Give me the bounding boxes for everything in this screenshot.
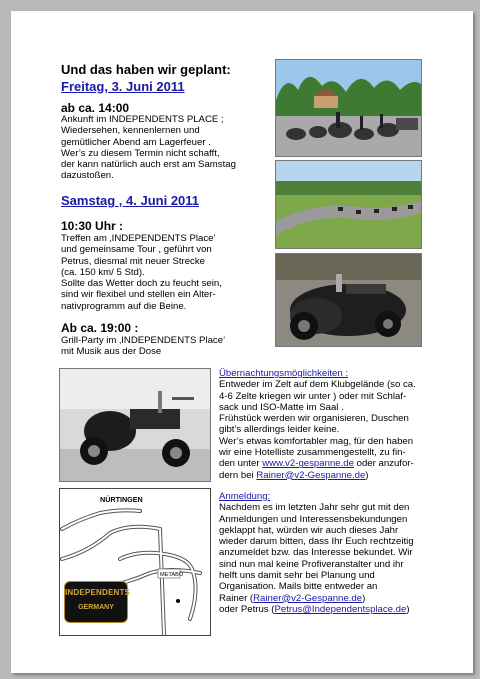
- website-link[interactable]: www.v2-gespanne.de: [262, 458, 354, 470]
- text-line: [219, 470, 433, 481]
- text-line: und gemeinsame Tour , geführt von: [61, 244, 212, 256]
- text-line: Wer’s etwas komfortabler mag, für den haben: [219, 435, 414, 447]
- text-line: sind nun mal keine Profiveranstalter und ihr: [219, 558, 404, 570]
- meeting-photo-image: [276, 60, 421, 156]
- text-line: der kann natürlich auch erst am Samstag: [61, 159, 236, 171]
- rainer-email-link[interactable]: Rainer@v2-Gespanne.de: [256, 469, 366, 481]
- tour-photo: [275, 160, 422, 249]
- text-line: wieder darum bitten, dass Ihr Euch rechtzeitig: [219, 536, 414, 548]
- text-line: Anmeldungen und Interessensbekundungen: [219, 513, 408, 525]
- text-fragment: dern bei: [219, 469, 257, 481]
- text-line: Wiedersehen, kennenlernen und: [61, 125, 200, 137]
- text-fragment: Rainer (: [219, 592, 254, 604]
- sidecar-photo-image: [276, 254, 421, 346]
- text-line: dazustoßen.: [61, 170, 114, 182]
- text-fragment: den unter: [219, 458, 263, 470]
- text-line: [219, 604, 433, 615]
- friday-description: [61, 114, 236, 182]
- text-line: (ca. 150 km/ 5 Std).: [61, 266, 145, 278]
- text-fragment: oder Petrus (: [219, 603, 275, 615]
- text-line: Wer’s zu diesem Termin nicht schafft,: [61, 147, 220, 159]
- text-line: Sollte das Wetter doch zu feucht sein,: [61, 278, 222, 290]
- friday-title: Freitag, 3. Juni 2011: [61, 79, 185, 94]
- map-marker-label: METABO: [160, 572, 184, 578]
- text-line: [219, 458, 433, 469]
- saturday-title: Samstag , 4. Juni 2011: [61, 193, 200, 208]
- text-line: nativprogramm auf die Beine.: [61, 300, 187, 312]
- rainer-email-link[interactable]: Rainer@v2-Gespanne.de: [253, 592, 363, 604]
- text-line: [219, 593, 433, 604]
- trike-photo: [59, 368, 211, 482]
- text-line: sind wir flexibel und stellen ein Alter-: [61, 289, 216, 301]
- trike-photo-image: [60, 369, 210, 481]
- text-fragment: ): [406, 603, 410, 615]
- saturday-time-morning: 10:30 Uhr :: [61, 219, 124, 233]
- registration-title: Anmeldung:: [219, 491, 271, 502]
- page-heading: Und das haben wir geplant:: [61, 62, 231, 77]
- text-line: gibt’s allerdings leider keine.: [219, 424, 340, 436]
- route-map: [59, 488, 211, 636]
- text-line: Treffen am ‚INDEPENDENTS Place’: [61, 233, 216, 244]
- petrus-email-link[interactable]: Petrus@Independentsplace.de: [274, 603, 407, 615]
- text-line: wir eine Hotelliste zusammengestellt, zu fin-: [219, 447, 406, 459]
- saturday-morning-description: [61, 233, 222, 312]
- text-line: Organisation. Mails bitte entweder an: [219, 581, 378, 593]
- text-line: Petrus, diesmal mit neuer Strecke: [61, 255, 205, 267]
- text-line: gemütlicher Abend am Lagerfeuer .: [61, 136, 211, 148]
- text-line: helft uns damit sehr bei Planung und: [219, 570, 375, 582]
- sidecar-photo: [275, 253, 422, 347]
- text-line: Entweder im Zelt auf dem Klubgelände (so ca.: [219, 379, 416, 391]
- friday-time: ab ca. 14:00: [61, 101, 130, 115]
- meeting-photo: [275, 59, 422, 157]
- registration-section: [219, 491, 433, 615]
- text-line: Grill-Party im ‚INDEPENDENTS Place’: [61, 335, 226, 346]
- text-fragment: oder anzufor-: [353, 458, 414, 470]
- accommodation-section: [219, 368, 433, 481]
- independents-logo: [64, 581, 131, 623]
- text-line: sack und ISO-Matte im Saal .: [219, 401, 344, 413]
- text-line: Ankunft im INDEPENDENTS PLACE ;: [61, 114, 224, 125]
- text-fragment: ): [362, 592, 366, 604]
- saturday-evening-description: [61, 335, 225, 358]
- saturday-time-evening: Ab ca. 19:00 :: [61, 321, 139, 335]
- text-line: anzumeldet bzw. das Interesse bekundet. Wir: [219, 547, 413, 559]
- text-fragment: ): [365, 469, 369, 481]
- tour-photo-image: [276, 161, 421, 248]
- text-line: geklappt hat, würden wir auch dieses Jahr: [219, 524, 399, 536]
- logo-text-bottom: GERMANY: [78, 604, 114, 611]
- text-line: mit Musik aus der Dose: [61, 346, 162, 358]
- map-city-label: NÜRTINGEN: [100, 495, 143, 504]
- text-line: Nachdem es im letzten Jahr sehr gut mit den: [219, 502, 410, 514]
- text-line: Frühstück werden wir organisieren, Duschen: [219, 413, 409, 425]
- accommodation-title: Übernachtungsmöglichkeiten :: [219, 368, 349, 379]
- text-line: 4-6 Zelte kriegen wir unter ) oder mit Schlaf-: [219, 390, 407, 402]
- logo-text-top: INDEPENDENTS: [65, 588, 131, 597]
